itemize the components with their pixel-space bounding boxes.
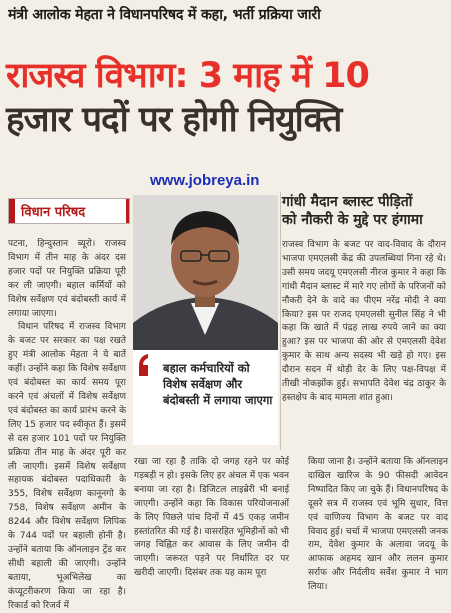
column-1-para-1: पटना, हिन्दुस्तान ब्यूरो। राजस्व विभाग में तीन माह के अंदर दस हजार पदों पर नियुक्ति प्रक्रिया पूरी कर ली जाएगी। बहाल कर्मियों को विशेष सर्वेक्षण एवं बंदोबस्ती कार्य में लगाया जाएगा। bbox=[8, 239, 126, 319]
sidebar-body-text: राजस्व विभाग के बजट पर वाद-विवाद के दौरान भाजपा एमएलसी केंद्र की उपलब्धियां गिना रहे थे। उसी समय जदयू एमएलसी नीरज कुमार ने कहा कि गांधी मैदान ब्लास्ट में मारे गए लोगों के परिजनों को नौकरी देने के वादे का पीएम नरेंद्र मोदी ने क्या किया? इस पर राजद एमएलसी सुनील सिंह ने भी कहा कि खाते में पंद्रह लाख रुपये जाने का क्या हुआ? इस पर भाजपा की ओर से एमएलसी देवेश कुमार के साथ अन्य सदस्य भी खड़े हो गए। इस दौरान सदन में थोड़ी देर के लिए पक्ष-विपक्ष में तीखी नोकझोंक हुई। सभापति देवेश चंद्र ठाकुर के हस्तक्षेप के बाद मामला शांत हुआ। bbox=[282, 240, 446, 403]
photo-caption-box bbox=[133, 350, 278, 445]
sidebar-title bbox=[282, 193, 448, 229]
minister-photo bbox=[133, 195, 278, 350]
headline bbox=[6, 54, 446, 142]
sidebar-title-line-1: गांधी मैदान ब्लास्ट पीड़ितों bbox=[282, 194, 413, 210]
article-column-1 bbox=[8, 238, 126, 613]
tag-bar-left bbox=[9, 199, 15, 223]
section-tag-label: विधान परिषद bbox=[21, 205, 86, 220]
column-1-para-2: विधान परिषद में राजस्व विभाग के बजट पर सरकार का पक्ष रखते हुए मंत्री आलोक मेहता ने ये बातें कहीं। उन्होंने कहा कि विशेष सर्वेक्षण एवं बंदोबस्त का कार्य समय पूरा करने एवं अंचलों में विशेष सर्वेक्षण एवं बंदोबस्त का कार्य प्रारंभ करने के लिए 15 हजार पद स्वीकृत हैं। इसमें से दस हजार 101 पदों पर नियुक्ति प्रक्रिया तीन माह के अंदर पूरी कर ली जाएगी। इसमें विशेष सर्वेक्षण सहायक बंदोबस्त पदाधिकारी के 355, विशेष सर्वेक्षण कानूनगो के 758, विशेष सर्वेक्षण अमीन के 8244 और विशेष सर्वेक्षण लिपिक के 744 पदों पर बहाली होनी है। उन्होंने बताया कि ऑनलाइन ट्रेंड कर सीधी बहाली की जाएगी। उन्होंने बताया, भूअभिलेख का कंप्यूटरीकरण किया जा रहा है। रिकार्ड को रिजर्व में bbox=[8, 322, 126, 611]
section-tag bbox=[8, 198, 130, 224]
article-column-2 bbox=[134, 456, 289, 581]
quote-mark-icon bbox=[137, 352, 161, 380]
kicker-line: मंत्री आलोक मेहता ने विधानपरिषद में कहा, भर्ती प्रक्रिया जारी bbox=[8, 7, 321, 23]
sidebar-divider bbox=[280, 192, 281, 450]
sidebar-body bbox=[282, 239, 446, 406]
headline-line-2: हजार पदों पर होगी नियुक्ति bbox=[6, 100, 342, 140]
minister-portrait-illustration bbox=[133, 195, 278, 350]
photo-caption: बहाल कर्मचारियों को विशेष सर्वेक्षण और बंदोबस्ती में लगाया जाएगा bbox=[163, 361, 273, 407]
headline-line-1: राजस्व विभाग: 3 माह में 10 bbox=[6, 56, 369, 96]
tag-bar-right bbox=[126, 199, 129, 223]
sidebar-title-line-2: को नौकरी के मुद्दे पर हंगामा bbox=[282, 212, 423, 228]
column-2-para-1: रखा जा रहा है ताकि दो जगह रहने पर कोई गड़बड़ी न हो। इसके लिए हर अंचल में एक भवन बनाया जा रहा है। डिजिटल लाइब्रेरी भी बनाई जाएगी। उन्होंने कहा कि विकास परियोजनाओं के लिए पिछले पांच दिनों में 45 एकड़ जमीन हस्तांतरित की गई है। वासरहित भूमिहीनों को भी जगह चिह्नित कर आवास के लिए जमीन दी जाएगी। जरूरत पड़ने पर निर्धारित दर पर खरीदी जाएगी। दिसंबर तक यह काम पूरा bbox=[134, 457, 290, 579]
column-3-para-1: किया जाना है। उन्होंने बताया कि ऑनलाइन दाखिल खारिज के 90 फीसदी आवेदन निष्पादित किए जा चुके हैं। विधानपरिषद के दूसरे सत्र में राजस्व एवं भूमि सुधार, वित्त एवं वाणिज्य विभाग के बजट पर वाद विवाद हुई। चर्चा में भाजपा एमएलसी जनक राम, देवेश कुमार के अलावा जदयू के आफाक अहमद खान और ललन कुमार सर्राफ और निर्दलीय सर्वेश कुमार ने भाग लिया। bbox=[308, 457, 448, 593]
watermark-url: www.jobreya.in bbox=[150, 172, 260, 189]
article-column-3 bbox=[308, 456, 448, 595]
